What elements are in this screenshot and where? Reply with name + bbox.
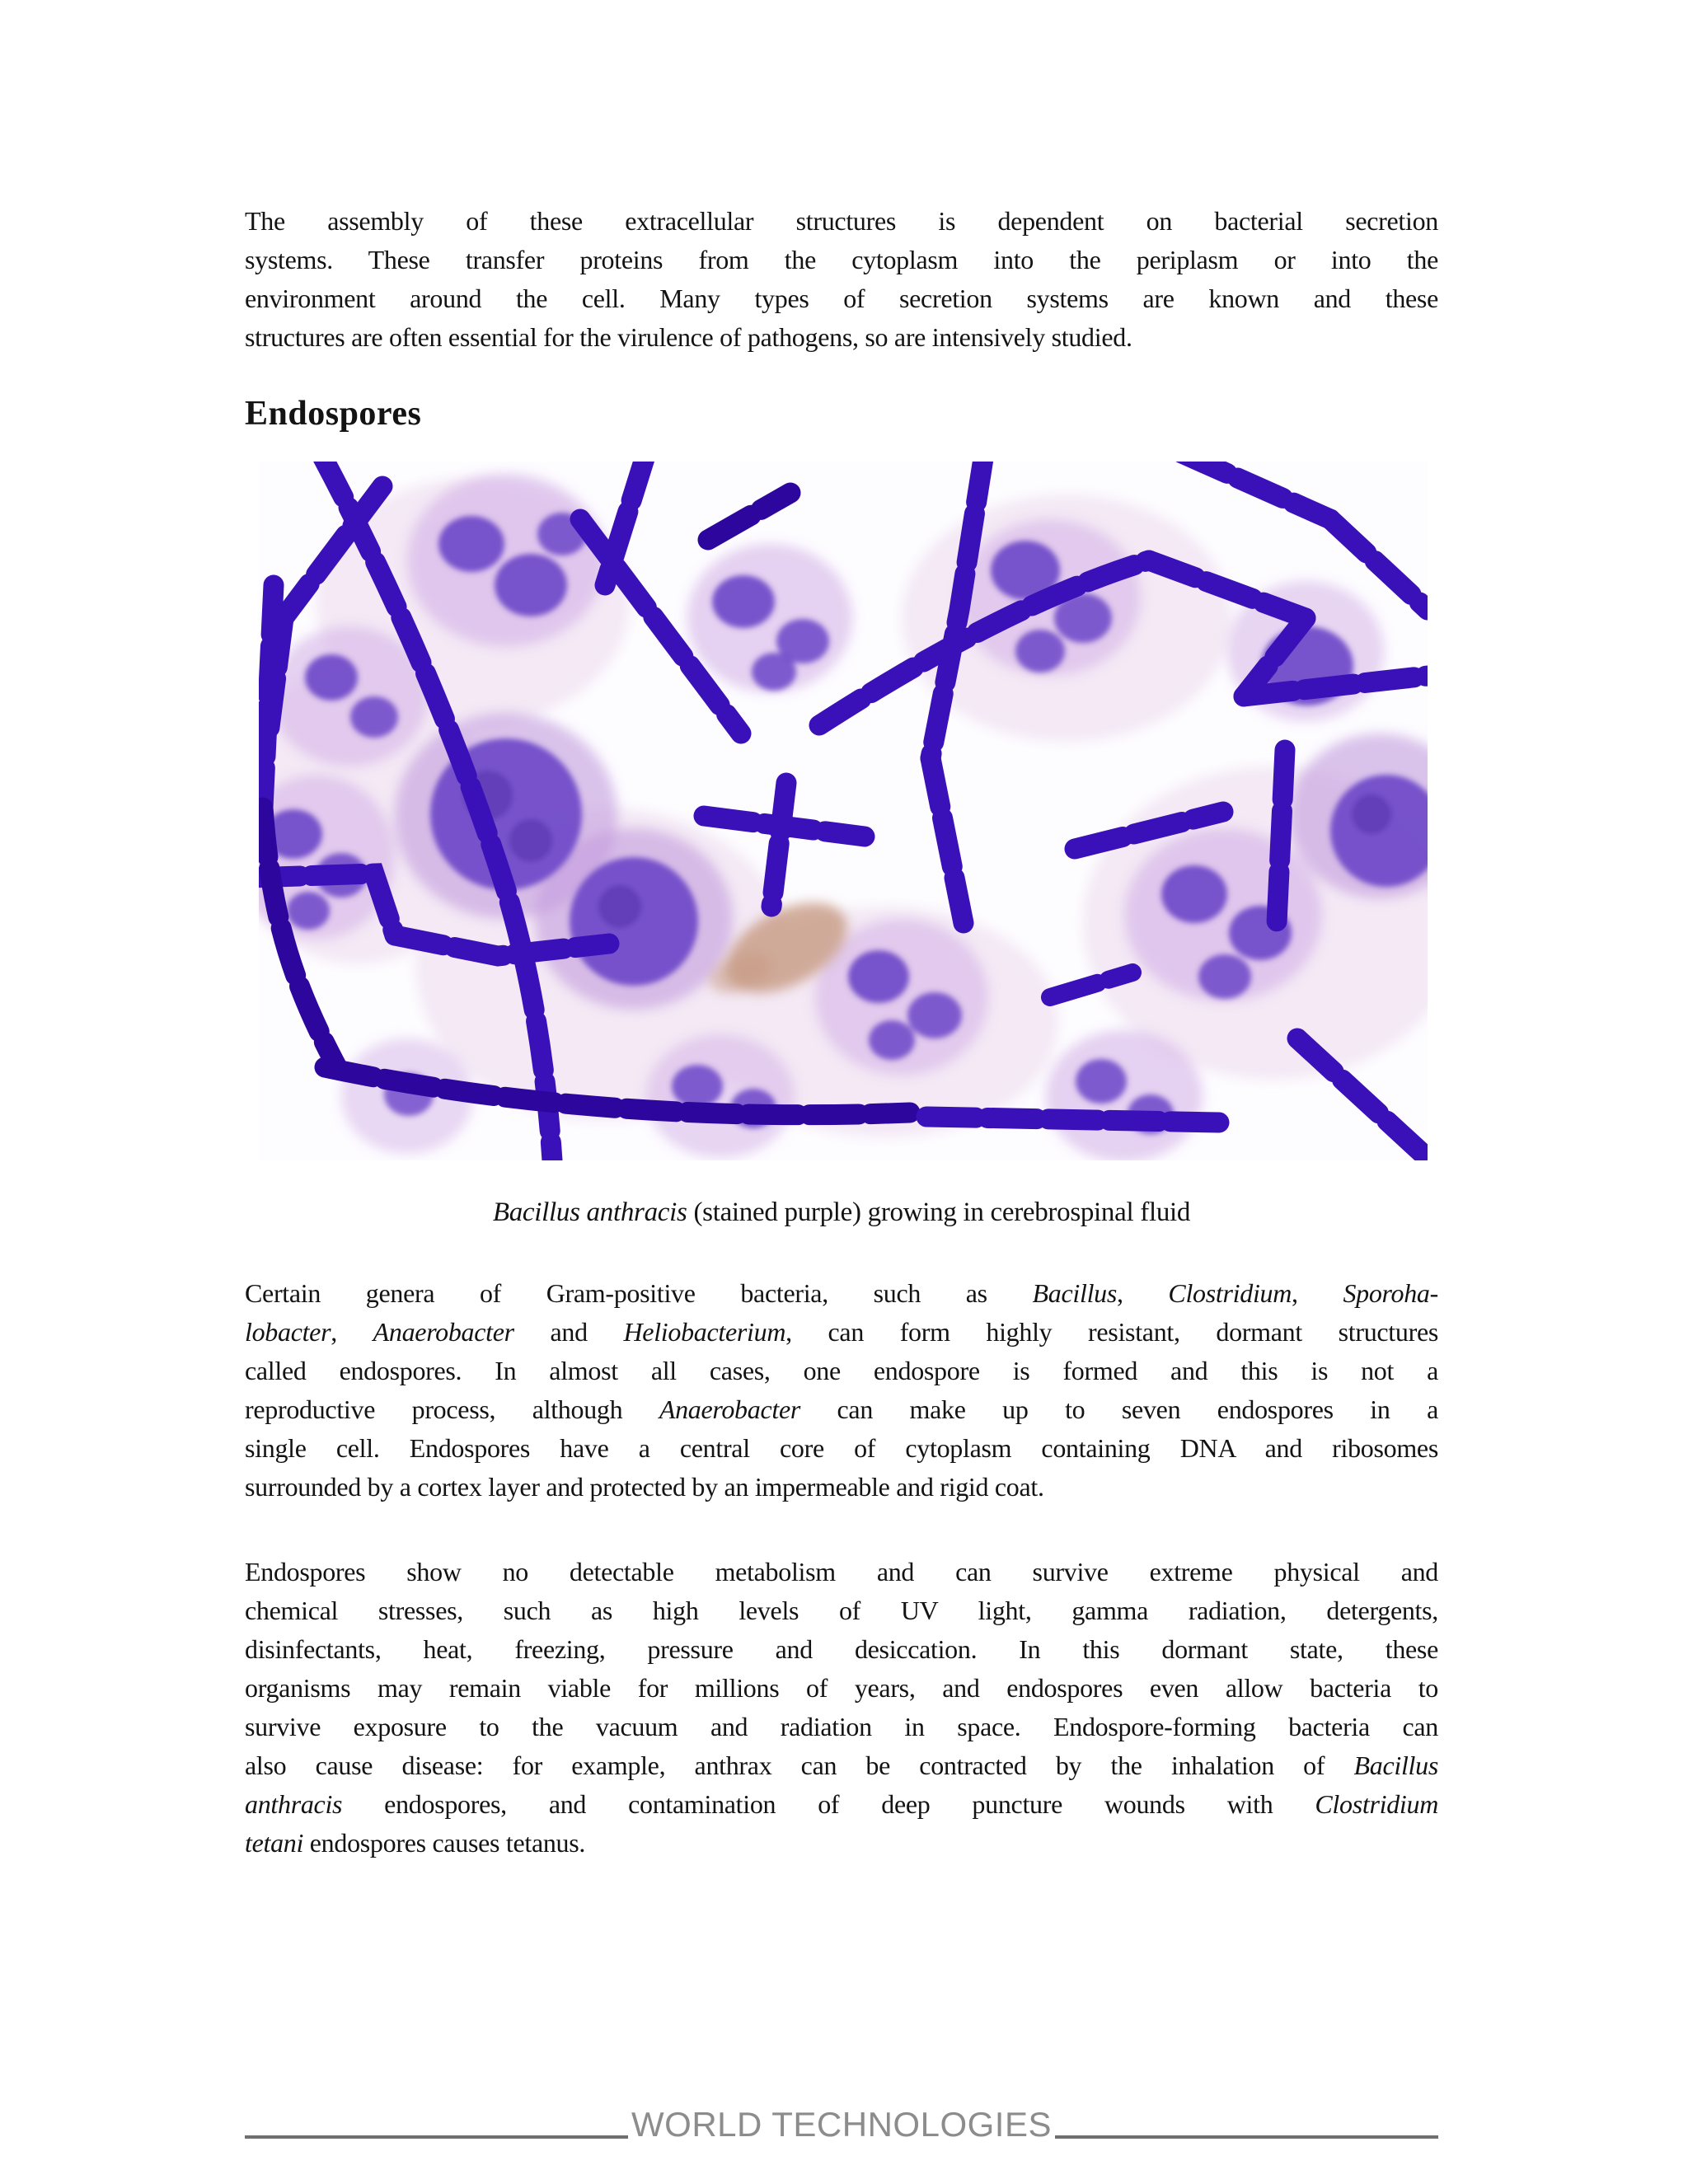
paragraph-endospore-genera — [245, 1274, 1438, 1507]
text-line — [245, 1313, 1438, 1352]
figure-caption — [245, 1193, 1438, 1232]
paragraph-endospore-resistance — [245, 1553, 1438, 1863]
text-segment: surrounded by a cortex layer and protected by an impermeable and rigid coat. — [245, 1472, 1044, 1502]
footer-watermark: WORLD TECHNOLOGIES — [631, 2105, 1052, 2144]
micrograph-figure — [259, 462, 1428, 1160]
italic-text-segment: lobacter — [245, 1317, 331, 1347]
italic-text-segment: Anaerobacter — [659, 1394, 800, 1424]
text-segment: The assembly of these extracellular structures is dependent on bacterial secretion — [245, 206, 1438, 236]
text-segment: Endospores show no detectable metabolism and can survive extreme physical and — [245, 1557, 1438, 1586]
text-segment: single cell. Endospores have a central core of cytoplasm containing DNA and ribosomes — [245, 1433, 1438, 1463]
italic-text-segment: Clostridium — [1315, 1789, 1438, 1819]
italic-text-segment: Bacillus — [1032, 1278, 1118, 1308]
text-segment: endospores causes tetanus. — [303, 1828, 586, 1858]
text-line — [245, 1553, 1438, 1591]
paragraph-secretion-systems — [245, 202, 1438, 357]
section-heading: Endospores — [245, 395, 422, 433]
text-segment: , — [1292, 1278, 1343, 1308]
text-line — [245, 1390, 1438, 1429]
text-line — [245, 1630, 1438, 1669]
text-segment: disinfectants, heat, freezing, pressure and desiccation. In this dormant state, these — [245, 1634, 1438, 1664]
text-segment: organisms may remain viable for millions of years, and endospores even allow bacteria to — [245, 1673, 1438, 1703]
text-line — [245, 1824, 1438, 1863]
text-segment: (stained purple) growing in cerebrospinal fluid — [687, 1197, 1191, 1227]
text-line — [245, 1591, 1438, 1630]
footer-rule-left — [245, 2135, 628, 2139]
italic-text-segment: anthracis — [245, 1789, 343, 1819]
text-segment: systems. These transfer proteins from the cytoplasm into the periplasm or into the — [245, 245, 1438, 274]
text-segment: chemical stresses, such as high levels of UV light, gamma radiation, detergents, — [245, 1596, 1438, 1625]
italic-text-segment: Sporoha- — [1343, 1278, 1438, 1308]
text-line — [245, 241, 1438, 279]
text-line — [245, 1429, 1438, 1468]
text-line — [245, 279, 1438, 318]
text-line — [245, 1746, 1438, 1785]
footer-rule-right — [1055, 2135, 1438, 2139]
text-segment: also cause disease: for example, anthrax can be contracted by the inhalation of — [245, 1750, 1354, 1780]
text-line — [245, 1669, 1438, 1708]
italic-text-segment: Bacillus — [1353, 1750, 1438, 1780]
italic-text-segment: Anaerobacter — [373, 1317, 514, 1347]
text-segment: Certain genera of Gram-positive bacteria, such as — [245, 1278, 1033, 1308]
text-line — [245, 202, 1438, 241]
text-segment: and — [513, 1317, 624, 1347]
italic-text-segment: tetani — [245, 1828, 304, 1858]
text-line — [245, 1274, 1438, 1313]
text-segment: endospores, and contamination of deep puncture wounds with — [342, 1789, 1315, 1819]
text-segment: structures are often essential for the virulence of pathogens, so are intensively studied. — [245, 322, 1132, 352]
text-line — [245, 1468, 1438, 1507]
footer — [245, 2107, 1438, 2143]
text-segment: environment around the cell. Many types of secretion systems are known and these — [245, 284, 1438, 313]
text-segment: , — [331, 1317, 373, 1347]
text-segment: reproductive process, although — [245, 1394, 659, 1424]
text-segment: called endospores. In almost all cases, one endospore is formed and this is not a — [245, 1356, 1438, 1385]
text-segment: survive exposure to the vacuum and radiation in space. Endospore-forming bacteria can — [245, 1712, 1438, 1741]
text-segment: , — [1117, 1278, 1169, 1308]
text-line — [245, 1352, 1438, 1390]
text-line — [245, 318, 1438, 357]
bacillus-anthracis-micrograph — [259, 462, 1428, 1160]
text-line — [245, 1193, 1438, 1232]
text-segment: can make up to seven endospores in a — [800, 1394, 1438, 1424]
text-line — [245, 1785, 1438, 1824]
text-segment: , can form highly resistant, dormant structures — [785, 1317, 1438, 1347]
italic-text-segment: Heliobacterium — [623, 1317, 786, 1347]
text-line — [245, 1708, 1438, 1746]
italic-text-segment: Clostridium — [1168, 1278, 1292, 1308]
italic-text-segment: Bacillus anthracis — [492, 1197, 687, 1227]
